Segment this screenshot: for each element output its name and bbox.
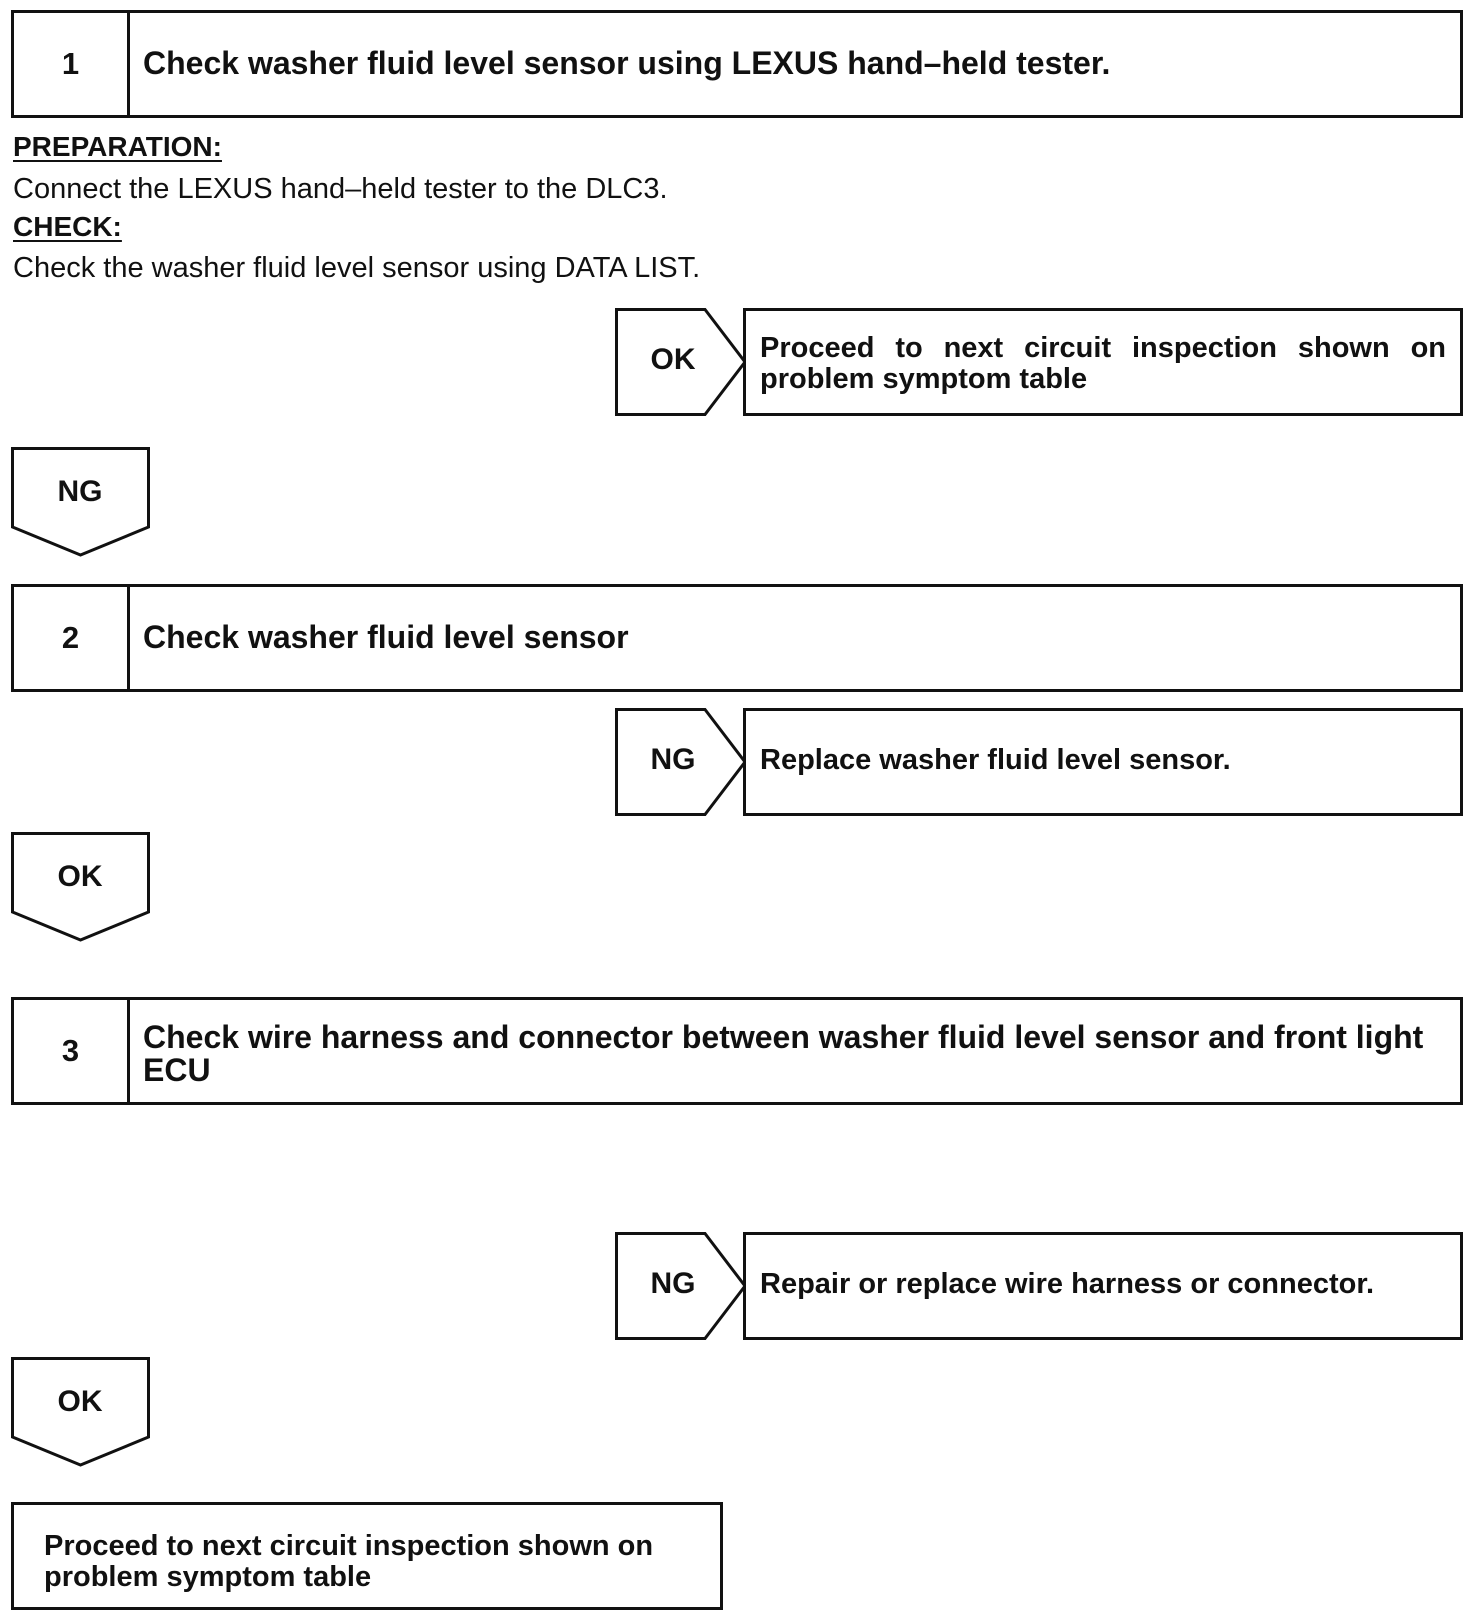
step-1-ok-result: Proceed to next circuit inspection shown on problem symptom table bbox=[743, 308, 1463, 416]
step-title: Check washer fluid level sensor bbox=[143, 619, 629, 655]
result-text: Repair or replace wire harness or connector. bbox=[760, 1267, 1375, 1300]
tab-label: OK bbox=[650, 343, 696, 376]
preparation-text: Connect the LEXUS hand–held tester to the DLC3. bbox=[13, 173, 668, 205]
check-label: CHECK: bbox=[13, 211, 122, 242]
tab-label: NG bbox=[650, 1267, 696, 1300]
step-1-ng-tab bbox=[11, 447, 150, 557]
tab-label: OK bbox=[57, 1385, 103, 1418]
tab-label: NG bbox=[650, 743, 696, 776]
step-3-ng-result bbox=[743, 1232, 1463, 1340]
step-number: 2 bbox=[14, 587, 130, 689]
step-2-ng-result bbox=[743, 708, 1463, 816]
step-2-header bbox=[11, 584, 1463, 692]
step-3-header bbox=[11, 997, 1463, 1105]
tab-label: OK bbox=[57, 860, 103, 893]
step-3-ok-tab bbox=[11, 1357, 150, 1467]
preparation-label: PREPARATION: bbox=[13, 131, 222, 162]
final-result: Proceed to next circuit inspection shown on problem symptom table bbox=[11, 1502, 723, 1610]
step-title: Check washer fluid level sensor using LEXUS hand–held tester. bbox=[143, 45, 1111, 81]
step-1-ok-tab bbox=[615, 308, 747, 416]
step-2-ng-tab bbox=[615, 708, 747, 816]
step-title: Check wire harness and connector between washer fluid level sensor and front light ECU bbox=[143, 1019, 1424, 1088]
step-number: 1 bbox=[14, 13, 130, 115]
step-2-ok-tab bbox=[11, 832, 150, 942]
check-text: Check the washer fluid level sensor using DATA LIST. bbox=[13, 252, 701, 284]
step-3-ng-tab bbox=[615, 1232, 747, 1340]
result-text: Replace washer fluid level sensor. bbox=[760, 743, 1231, 776]
step-number: 3 bbox=[14, 1000, 130, 1102]
step-1-header bbox=[11, 10, 1463, 118]
tab-label: NG bbox=[57, 475, 103, 508]
